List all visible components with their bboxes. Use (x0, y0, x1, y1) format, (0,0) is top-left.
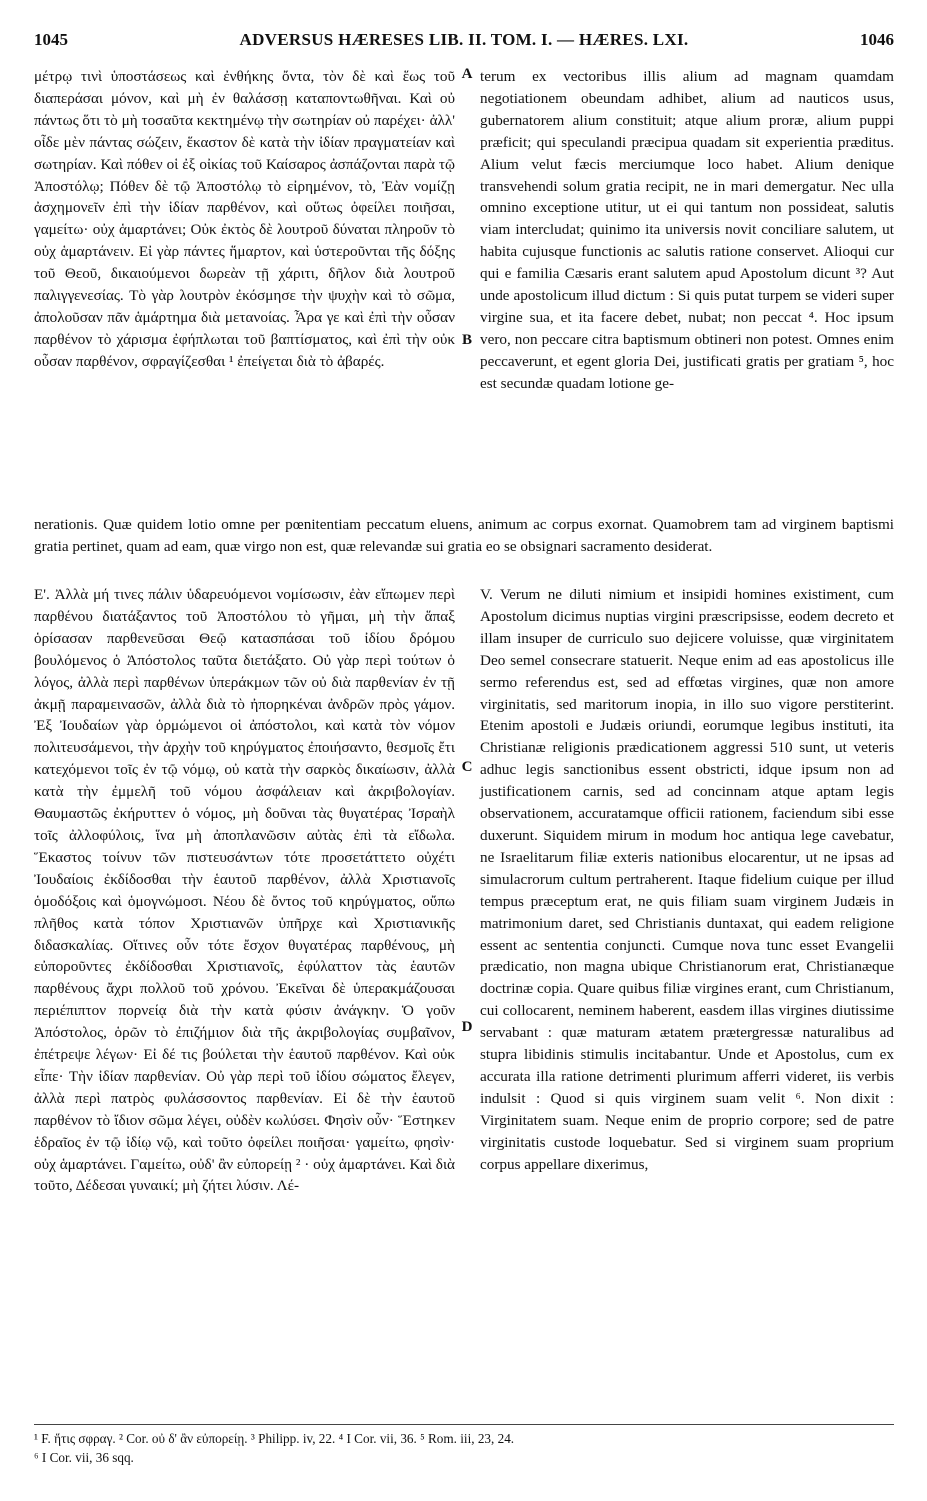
latin-paragraph-section: V. Verum ne diluti nimium et insipidi homines existiment, cum Apostolum dicimus nuptias virgini præscripsisse, eodem decreto et illam insuper de curriculo suo dejicere voluisse, quæ virginitatem Deo semel consecrare statuerit. Neque enim ad eas apostolicus ille sermo referendus est, sed ad effœtas virgines, quæ non amore virginitatis, sed maritorum inopia, in illo suo vigore perstiterint. Etenim apostoli e Judæis oriundi, eorumque legibus instituti, ita Christianæ religionis prædicationem aggressi 510 sunt, ut veteris adhuc legis sanctionibus essent obstricti, idque ipsum non ad justificationem carnis, sed ad concinnam atque aptam legis observationem, accuratamque officii rationem, faciendum sibi esse duxerunt. Siquidem mirum in modum hoc antiqua lege cavebatur, ne Israelitarum filiæ exteris nationibus elocarentur, ut ne ipsas ad simulacrorum cultum pertraherent. Itaque fidelium cuique per illud tempus præceptum erat, ne quis filiam suam virginem Judæis in matrimonium daret, sed Christianis duntaxat, qui eadem religione essent ac sententia conjuncti. Cumque nova tunc esset Evangelii prædicatio, non magna ubique Christianorum erat, Christianæque doctrinæ copia. Quare quibus filiæ virgines erant, cum Christianum, cui collocarent, neminem haberent, easdem illas virgines diutissime servabant : quæ maturam ætatem prætergressæ naturalibus ad stupra libidinis stimulis incitabantur. Unde et Apostolus, cum ex accurata illa ratione detrimenti plurimum afferri videret, iis verbis indulsit : Quod si quis virginem suam velit ⁶. Non dixit : Virginitatem suam. Neque enim de proprio corpore; sed de patre virginitatis custode loquebatur. Sed si virginem suam proprium corpus appellare dixerimus, (480, 586, 894, 1173)
page-number-right: 1046 (860, 30, 894, 49)
full-width-paragraph (34, 514, 894, 558)
footnote-line-1: ¹ F. ἥτις σφραγ. ² Cor. οὐ δ' ἂν εὐπορείῃ. ³ Philipp. iv, 22. ⁴ I Cor. vii, 36. ⁵ Rom. iii, 23, 24. (34, 1431, 515, 1446)
footnote-line-2: ⁶ I Cor. vii, 36 sqq. (34, 1450, 134, 1465)
margin-marker-d: D (461, 1019, 473, 1035)
greek-column-top (34, 66, 455, 373)
latin-column-section (480, 584, 894, 1175)
footnote-divider (34, 1424, 894, 1425)
running-title: ADVERSUS HÆRESES LIB. II. TOM. I. — HÆRES. LXI. (239, 30, 689, 49)
margin-marker-a: A (461, 66, 473, 82)
latin-column-top (480, 66, 894, 395)
footnotes (34, 1429, 894, 1467)
full-width-text: nerationis. Quæ quidem lotio omne per pœnitentiam peccatum eluens, animum ac corpus exornat. Quamobrem tam ad virginem baptismi gratia pertinet, quam ad eam, quæ virgo non est, quæ relevandæ sui gratia eo se obsignari sacramento desiderat. (34, 516, 894, 555)
greek-paragraph-section: Ε'. Ἀλλὰ μή τινες πάλιν ὑδαρευόμενοι νομίσωσιν, ἐὰν εἴπωμεν περὶ παρθένου διατάξαντος τοῦ Ἀποστόλου τὸ γῆμαι, μὴ τὴν ἅπαξ ὁρίσασαν παρθενεῦσαι Θεῷ κατασπάσαι τοῦ ἰδίου δρόμου βουλόμενος ὁ Ἀπόστολος ταῦτα διετάξατο. Οὐ γὰρ περὶ τούτων ὁ λόγος, ἀλλὰ περὶ παρθένων ὑπεράκμων τῶν οὐ διὰ παρθενίαν ἐν τῇ ἀκμῇ παραμεινασῶν, ἀλλὰ διὰ τὸ ἠπορηκέναι ἀνδρῶν πρὸς γάμον. Ἐξ Ἰουδαίων γὰρ ὁρμώμενοι οἱ ἀπόστολοι, καὶ κατὰ τὸν νόμον πολιτευσάμενοι, τὴν ἀρχὴν τοῦ κηρύγματος ἐποιήσαντο, θεσμοῖς ἔτι κατεχόμενοι τοῖς ἐν τῷ νόμῳ, οὐ κατὰ τὴν σαρκὸς δικαίωσιν, ἀλλὰ κατὰ τὴν ἐμμελῆ τοῦ νόμου ἀσφάλειαν καὶ ἀκριβολογίαν. Θαυμαστῶς ἐκήρυττεν ὁ νόμος, μὴ δοῦναι τὰς θυγατέρας Ἰσραὴλ τοῖς ἀλλοφύλοις, ἵνα μὴ ἀποπλανῶσιν αὐτὰς ἐπὶ τὰ εἴδωλα. Ἕκαστος τοίνυν τῶν πιστευσάντων τότε προσετάττετο οὐχέτι Ἰουδαίοις ἐκδίδοσθαι τὴν ἑαυτοῦ παρθένον, ἀλλὰ Χριστιανοῖς ὁμοδόξοις καὶ ὁμογνώμοσι. Νέου δὲ ὄντος τοῦ κηρύγματος, οὔπω πλῆθος κατὰ τόπον Χριστιανῶν ὑπῆρχε καὶ Χριστιανικῆς διδασκαλίας. Οἵτινες οὖν τότε ἔσχον θυγατέρας παρθένους, μὴ εὐποροῦντες ἐκδίδοσθαι Χριστιανοῖς, ἐφύλαττον τὰς ἑαυτῶν παρθένους ἄχρι πολλοῦ τοῦ χρόνου. Ἐκεῖναι δὲ ὑπερακμάζουσαι περιέπιπτον πορνείᾳ διὰ τὴν κατὰ φύσιν ἀνάγκην. Ὁ γοῦν Ἀπόστολος, ὁρῶν τὸ ἐπιζήμιον διὰ τῆς ἀκριβολογίας συμβαῖνον, ἐπέτρεψε λέγων· Εἰ δέ τις βούλεται τὴν ἑαυτοῦ παρθένον. Καὶ οὐκ εἶπε· Τὴν ἰδίαν παρθενίαν. Οὐ γὰρ περὶ τοῦ ἰδίου σώματος ἔλεγεν, ἀλλὰ περὶ πατρὸς φυλάσσοντος παρθενίαν. Εἰ δὲ τὴν ἑαυτοῦ παρθένον τὸ ἴδιον σῶμα λέγει, οὐδὲν κωλύσει. Φησὶν οὖν· Ἕστηκεν ἑδραῖος ἐν τῷ ἰδίῳ νῷ, καὶ τοῦτο ὀφείλει ποιῆσαι· γαμείτω, φησὶν· οὐχ ἁμαρτάνει. Γαμείτω, οὐδ' ἂν εὐπορείῃ ² · οὐχ ἁμαρτάνει. Καὶ διὰ τοῦτο, Δέδεσαι γυναικί; μὴ ζήτει λύσιν. Λέ- (34, 586, 455, 1195)
page-number-left: 1045 (34, 30, 68, 49)
latin-paragraph-top: terum ex vectoribus illis alium ad magnam quamdam negotiationem obeundam adhibet, alium ad nauticos usus, gubernatorem alium constituit; atque alium proræ, alium puppi præficit; qui speculandi præcipua quadam sit experientia præditus. Alium velut fæcis merciumque loco habet. Alium denique transvehendi solum gratia recipit, ne in mari demergatur. Nec ulla omnino exceptione utitur, ut ei qui tantum non possideat, salutis viam intercludat; quinimo ita universis novit conciliare salutem, ut habita cujusque functionis ac salutis ratione conservet. Alioqui cur qui e familia Cæsaris erant salutem apud Apostolum dicunt ³? Aut unde apostolicum illud dictum : Si quis putat turpem se videri super virgine sua, et ita facere debet, nubat; non peccat ⁴. Hoc ipsum vero, non peccare citra baptismum obtineri non potest. Omnes enim peccaverunt, et egent gloria Dei, justificati gratis per gratiam ⁵, hoc est secundæ quadam lotione ge- (480, 68, 894, 392)
greek-column-section (34, 584, 455, 1197)
margin-marker-b: B (461, 332, 472, 348)
running-header (34, 30, 894, 56)
greek-paragraph-top: μέτρῳ τινὶ ὑποστάσεως καὶ ἐνθήκης ὄντα, τὸν δὲ καὶ ἕως τοῦ διαπεράσαι μόνον, καὶ μὴ ἐν θαλάσσῃ καταποντωθῆναι. Καὶ οὐ πάντως ὅτι τὸ μὴ τοσαῦτα κεκτημένῳ τὴν σωτηρίαν οὐ παρέχει· ἀλλ' οἶδε μὲν πάντας σώζειν, ἕκαστον δὲ κατὰ τὴν ἰδίαν πραγματείαν καὶ σωτηρίαν. Καὶ πόθεν οἱ ἐξ οἰκίας τοῦ Καίσαρος ἀσπάζονται παρὰ τῷ Ἀποστόλῳ; Πόθεν δὲ τῷ Ἀποστόλῳ τὸ εἰρημένον, τὸ, Ἐὰν νομίζῃ ἀσχημονεῖν ἐπὶ τὴν ἰδίαν παρθένον, καὶ οὕτως ὀφείλει ποιῆσαι, γαμείτω· οὐχ ἁμαρτάνει; Οὐκ ἐκτὸς δὲ λουτροῦ δύναται πληροῦν τὸ οὐχ ἁμαρτάνειν. Εἰ γὰρ πάντες ἥμαρτον, καὶ ὑστεροῦνται τῆς δόξης τοῦ Θεοῦ, δικαιούμενοι δωρεὰν τῇ χάριτι, δῆλον διὰ λουτροῦ παλιγγενεσίας. Τὸ γὰρ λουτρὸν ἐκόσμησε τὴν ψυχὴν καὶ τὸ σῶμα, ἀπολοῦσαν πᾶν ἁμάρτημα διὰ μετανοίας. Ἆρα γε καὶ ἐπὶ τὴν οὖσαν παρθένον τὸ χάρισμα ἐφήπλωται τοῦ βαπτίσματος, καὶ ἐπὶ τὴν οὐκ οὖσαν παρθένον, σφραγίζεσθαι ¹ ἐπείγεται διὰ τὸ ἀβαρές. (34, 68, 455, 370)
margin-marker-c: C (461, 759, 473, 775)
